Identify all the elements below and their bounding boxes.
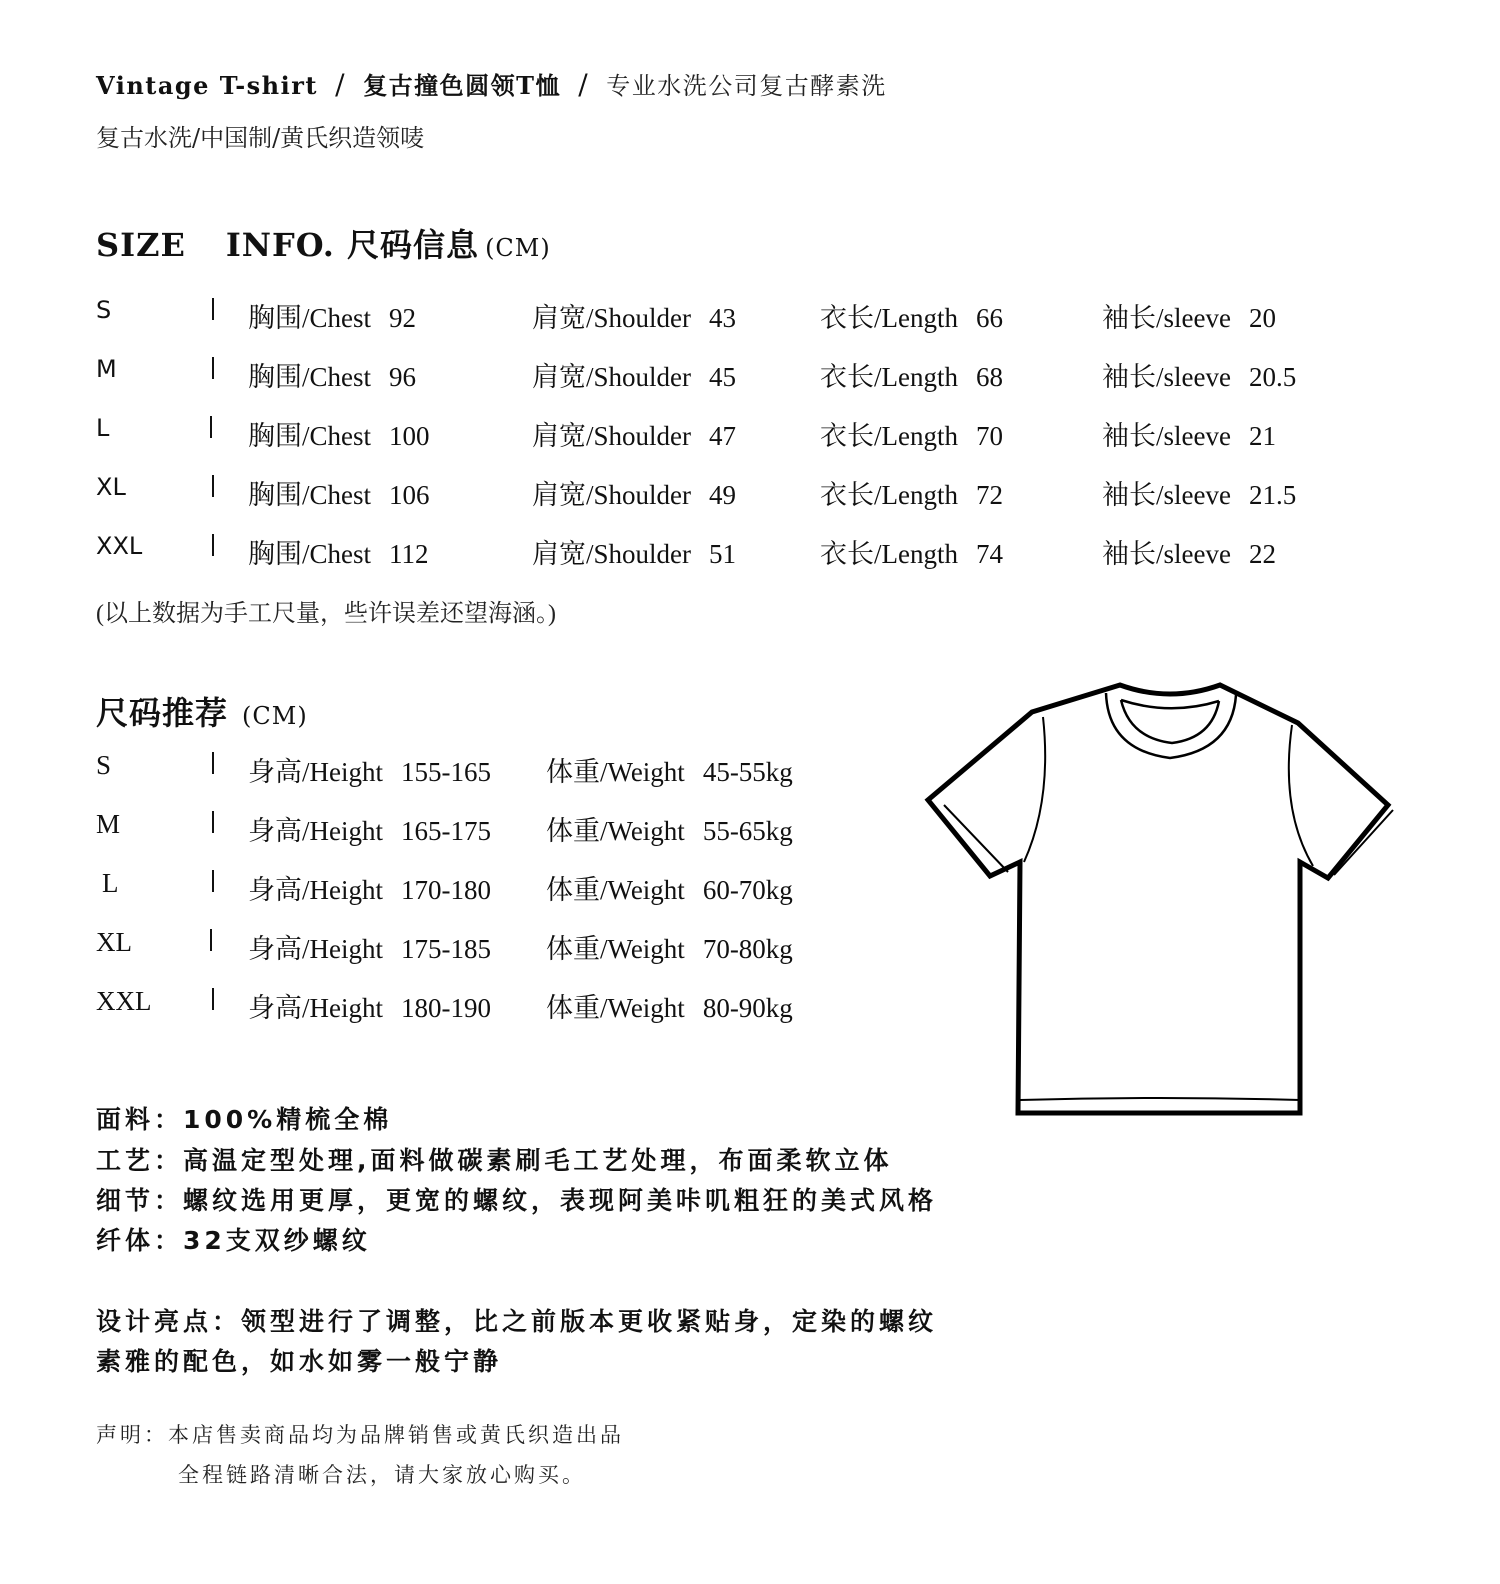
size-info-row-l	[96, 414, 1356, 454]
shoulder-cell: 肩宽/Shoulder 45	[532, 362, 736, 392]
shoulder-cell: 肩宽/Shoulder 47	[532, 421, 736, 451]
length-cell: 衣长/Length 74	[820, 539, 1003, 569]
length-cell: 衣长/Length 66	[820, 303, 1003, 333]
size-info-title	[96, 220, 551, 266]
size-info-title-cn: 尺码信息	[347, 226, 480, 264]
title-extra: 专业水洗公司复古酵素洗	[606, 72, 887, 100]
weight-cell: 体重/Weight 45-55kg	[546, 757, 793, 787]
weight-cell: 体重/Weight 60-70kg	[546, 875, 793, 905]
title-separator-2: /	[578, 68, 590, 101]
design-highlight-line2: 素雅的配色，如水如雾一般宁静	[96, 1347, 503, 1376]
title-separator: /	[335, 68, 347, 101]
size-info-row-xxl	[96, 532, 1356, 572]
size-info-title-en2: INFO.	[225, 226, 335, 264]
recommend-row-xxl	[96, 986, 856, 1026]
recommend-row-m	[96, 809, 856, 849]
sleeve-cell: 袖长/sleeve 22	[1102, 539, 1276, 569]
height-cell: 身高/Height 165-175	[248, 816, 491, 846]
size-label: S	[96, 296, 112, 324]
recommend-row-s	[96, 750, 856, 790]
shoulder-cell: 肩宽/Shoulder 49	[532, 480, 736, 510]
height-cell: 身高/Height 170-180	[248, 875, 491, 905]
shoulder-cell: 肩宽/Shoulder 51	[532, 539, 736, 569]
chest-cell: 胸围/Chest 106	[248, 480, 430, 510]
measurement-note: (以上数据为手工尺量，些许误差还望海涵。)	[96, 601, 556, 627]
separator-bar	[212, 870, 214, 892]
length-cell: 衣长/Length 70	[820, 421, 1003, 451]
sleeve-cell: 袖长/sleeve 20.5	[1102, 362, 1297, 392]
recommend-row-xl	[96, 927, 856, 967]
height-cell: 身高/Height 180-190	[248, 993, 491, 1023]
recommend-row-l	[96, 868, 856, 908]
length-cell: 衣长/Length 68	[820, 362, 1003, 392]
chest-cell: 胸围/Chest 112	[248, 539, 429, 569]
separator-bar	[212, 988, 214, 1010]
disclaimer-line1: 声明：本店售卖商品均为品牌销售或黄氏织造出品	[96, 1423, 624, 1447]
separator-bar	[210, 416, 212, 438]
separator-bar	[212, 298, 214, 320]
fabric-detail: 面料：100%精梳全棉	[96, 1105, 393, 1134]
separator-bar	[212, 811, 214, 833]
weight-cell: 体重/Weight 70-80kg	[546, 934, 793, 964]
title-en: Vintage T-shirt	[96, 71, 318, 100]
rib-detail: 细节：螺纹选用更厚，更宽的螺纹，表现阿美咔叽粗狂的美式风格	[96, 1186, 938, 1215]
height-cell: 身高/Height 155-165	[248, 757, 491, 787]
size-info-row-s	[96, 296, 1356, 336]
chest-cell: 胸围/Chest 100	[248, 421, 430, 451]
size-label: L	[102, 868, 119, 898]
disclaimer-line2: 全程链路清晰合法，请大家放心购买。	[178, 1463, 586, 1487]
design-highlight-line1: 设计亮点：领型进行了调整，比之前版本更收紧贴身，定染的螺纹	[96, 1307, 938, 1336]
size-label: S	[96, 750, 112, 780]
craft-detail: 工艺：高温定型处理,面料做碳素刷毛工艺处理，布面柔软立体	[96, 1146, 893, 1175]
length-cell: 衣长/Length 72	[820, 480, 1003, 510]
size-info-title-en1: SIZE	[96, 226, 186, 264]
size-label: XL	[96, 473, 126, 501]
tshirt-outline-icon	[920, 670, 1410, 1140]
separator-bar	[212, 357, 214, 379]
size-info-row-xl	[96, 473, 1356, 513]
title-cn: 复古撞色圆领T恤	[363, 71, 562, 100]
size-info-row-m	[96, 355, 1356, 395]
size-recommend-title	[96, 688, 308, 734]
size-info-unit: (CM)	[485, 234, 551, 262]
separator-bar	[212, 752, 214, 774]
size-recommend-unit: (CM)	[242, 702, 308, 730]
separator-bar	[212, 534, 214, 556]
weight-cell: 体重/Weight 55-65kg	[546, 816, 793, 846]
size-recommend-title-cn: 尺码推荐	[96, 694, 229, 732]
sleeve-cell: 袖长/sleeve 20	[1102, 303, 1276, 333]
separator-bar	[210, 929, 212, 951]
weight-cell: 体重/Weight 80-90kg	[546, 993, 793, 1023]
size-label: XXL	[96, 532, 143, 560]
chest-cell: 胸围/Chest 96	[248, 362, 417, 392]
sleeve-cell: 袖长/sleeve 21.5	[1102, 480, 1297, 510]
sleeve-cell: 袖长/sleeve 21	[1102, 421, 1276, 451]
height-cell: 身高/Height 175-185	[248, 934, 491, 964]
size-label: M	[96, 809, 121, 839]
separator-bar	[212, 475, 214, 497]
chest-cell: 胸围/Chest 92	[248, 303, 417, 333]
product-subtitle: 复古水洗/中国制/黄氏织造领唛	[96, 124, 425, 152]
yarn-detail: 纤体：32支双纱螺纹	[96, 1226, 371, 1255]
size-label: XL	[96, 927, 132, 957]
size-label: L	[96, 414, 110, 442]
product-title	[96, 66, 887, 101]
shoulder-cell: 肩宽/Shoulder 43	[532, 303, 736, 333]
size-label: M	[96, 355, 117, 383]
size-label: XXL	[96, 986, 152, 1016]
